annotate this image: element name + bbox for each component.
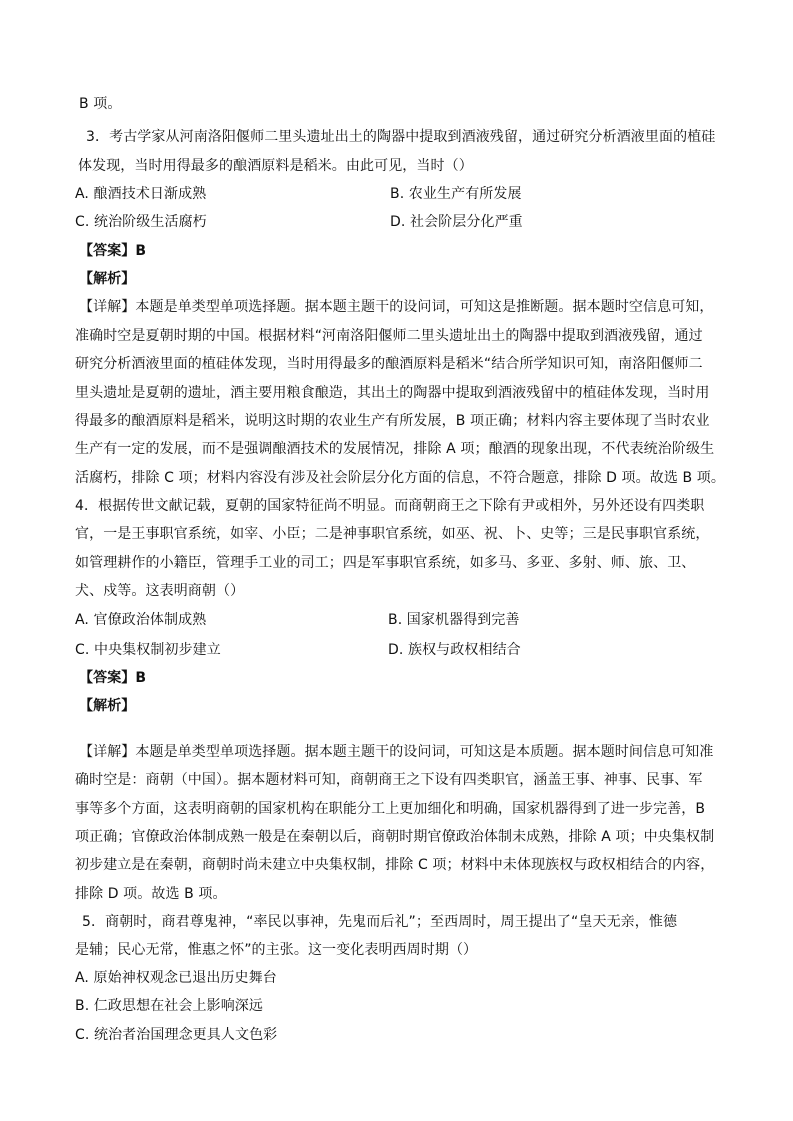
q4-option-b: B. 国家机器得到完善 — [388, 612, 520, 628]
q3-option-b: B. 农业生产有所发展 — [390, 186, 522, 202]
q4-detail-line-1: 【详解】本题是单类型单项选择题。据本题主题干的设问词，可知这是本质题。据本题时间信息可知准 — [79, 744, 714, 760]
q4-stem-line-1: 4．根据传世文献记载，夏朝的国家特征尚不明显。而商朝商王之下除有尹或相外，另外还设有四类职 — [75, 498, 705, 514]
q3-detail-line-7: 活腐朽，排除 C 项；材料内容没有涉及社会阶层分化方面的信息，不符合题意，排除 D 项。故选 B 项。 — [75, 470, 725, 486]
q3-detail-line-5: 得最多的酿酒原料是稻米，说明这时期的农业生产有所发展，B 项正确；材料内容主要体现了当时农业 — [75, 413, 710, 429]
q4-detail-line-2: 确时空是：商朝（中国）。据本题材料可知，商朝商王之下设有四类职官，涵盖王事、神事、民事、军 — [75, 772, 703, 788]
q3-detail-line-6: 生产有一定的发展，而不是强调酿酒技术的发展情况，排除 A 项；酿酒的现象出现，不代表统治阶级生 — [75, 441, 715, 457]
previous-answer-tail: B 项。 — [79, 96, 122, 112]
q4-stem-line-3: 如管理耕作的小籍臣，管理手工业的司工；四是军事职官系统，如多马、多亚、多射、师、旅、卫、 — [75, 555, 696, 571]
q3-detail-line-1: 【详解】本题是单类型单项选择题。据本题主题干的设问词，可知这是推断题。据本题时空信息可知， — [79, 299, 714, 315]
q3-option-c: C. 统治阶级生活腐朽 — [75, 214, 207, 230]
q5-option-a: A. 原始神权观念已退出历史舞台 — [75, 970, 277, 986]
q4-detail-line-3: 事等多个方面，这表明商朝的国家机构在职能分工上更加细化和明确，国家机器得到了进一步完善，B — [75, 801, 706, 817]
q4-option-c: C. 中央集权制初步建立 — [75, 642, 221, 658]
q3-detail-line-4: 里头遗址是夏朝的遗址，酒主要用粮食酿造，其出土的陶器中提取到酒液残留中的植硅体发现，当时用 — [75, 385, 710, 401]
q3-stem-line-1: 3．考古学家从河南洛阳偃师二里头遗址出土的陶器中提取到酒液残留，通过研究分析酒液里面的植硅 — [86, 129, 716, 145]
q3-detail-line-2: 准确时空是夏朝时期的中国。根据材料“河南洛阳偃师二里头遗址出土的陶器中提取到酒液残留，通过 — [75, 328, 703, 344]
q3-analysis-label: 【解析】 — [79, 271, 136, 287]
q5-stem-line-2: 是辅；民心无常，惟惠之怀”的主张。这一变化表明西周时期（） — [75, 942, 478, 958]
q3-option-d: D. 社会阶层分化严重 — [390, 214, 523, 230]
q4-detail-line-4: 项正确；官僚政治体制成熟一般是在秦朝以后，商朝时期官僚政治体制未成熟，排除 A 项；中央集权制 — [75, 829, 715, 845]
q4-option-a: A. 官僚政治体制成熟 — [75, 612, 207, 628]
q5-option-c: C. 统治者治国理念更具人文色彩 — [75, 1027, 278, 1043]
q4-stem-line-4: 犬、戍等。这表明商朝（） — [75, 583, 245, 599]
q3-answer: 【答案】B — [79, 243, 147, 259]
q4-detail-line-6: 排除 D 项。故选 B 项。 — [75, 886, 227, 902]
q3-stem-line-2: 体发现，当时用得最多的酿酒原料是稻米。由此可见，当时（） — [78, 158, 473, 174]
q4-option-d: D. 族权与政权相结合 — [388, 642, 521, 658]
q3-option-a: A. 酿酒技术日渐成熟 — [75, 186, 207, 202]
q3-detail-line-3: 研究分析酒液里面的植硅体发现，当时用得最多的酿酒原料是稻米“结合所学知识可知，南洛阳偃师二 — [75, 356, 703, 372]
q5-option-b: B. 仁政思想在社会上影响深远 — [75, 998, 264, 1014]
q4-detail-line-5: 初步建立是在秦朝，商朝时尚未建立中央集权制，排除 C 项；材料中未体现族权与政权相结合的内容， — [75, 857, 715, 873]
q4-analysis-label: 【解析】 — [79, 698, 136, 714]
q5-stem-line-1: 5．商朝时，商君尊鬼神，“率民以事神，先鬼而后礼”；至西周时，周王提出了“皇天无亲，惟德 — [82, 914, 678, 930]
q4-answer: 【答案】B — [79, 670, 147, 686]
q4-stem-line-2: 官，一是王事职官系统，如宰、小臣；二是神事职官系统，如巫、祝、卜、史等；三是民事职官系统， — [75, 526, 710, 542]
